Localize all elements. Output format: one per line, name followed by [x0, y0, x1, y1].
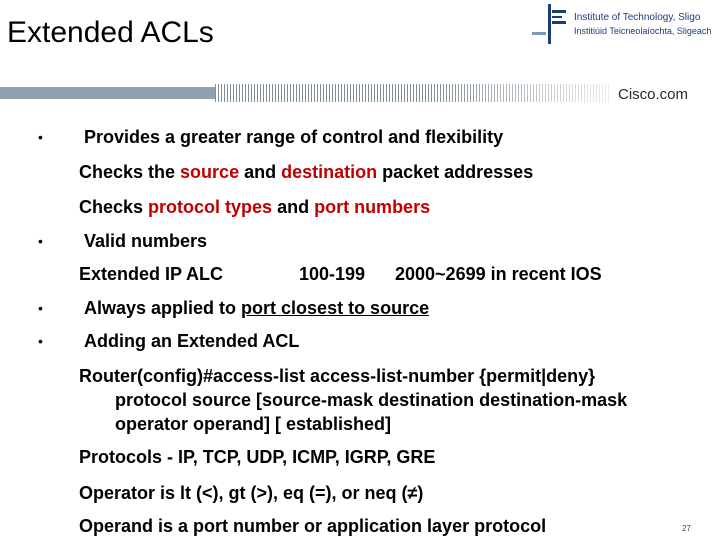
highlight-destination: destination — [281, 162, 378, 182]
text-segment: Checks — [79, 197, 149, 217]
sub-line-protocols — [79, 197, 430, 218]
bullet-dot: • — [38, 300, 43, 316]
sub-line-addresses — [79, 162, 533, 183]
highlight-port-numbers: port numbers — [314, 197, 431, 217]
highlight-source: source — [180, 162, 240, 182]
command-line-3: operator operand] [ established] — [115, 414, 392, 434]
bullet-dot: • — [38, 129, 43, 145]
bullet-dot: • — [38, 233, 43, 249]
bullet-dot: • — [38, 333, 43, 349]
logo-text-english: Institute of Technology, Sligo — [574, 12, 701, 23]
command-line-1: Router(config)#access-list access-list-number {permit|deny} — [79, 366, 596, 386]
range-expanded: 2000~2699 in recent IOS — [395, 264, 602, 284]
range-label: Extended IP ALC — [79, 264, 224, 284]
text-segment: Checks the — [79, 162, 181, 182]
bullet-text: Valid numbers — [84, 231, 208, 251]
slide-title: Extended ACLs — [7, 16, 214, 49]
operand-line: Operand is a port number or application layer protocol — [79, 516, 547, 536]
brand-text: Cisco.com — [618, 86, 689, 103]
highlight-protocol-types: protocol types — [148, 197, 273, 217]
text-segment: and — [239, 162, 282, 182]
text-segment: packet addresses — [377, 162, 534, 182]
operator-line: Operator is lt (<), gt (>), eq (=), or neq (≠) — [79, 483, 424, 503]
bullet-text: Provides a greater range of control and flexibility — [84, 127, 504, 147]
logo-text-irish: Institiúid Teicneolaíochta, Sligeach — [574, 26, 712, 36]
range-value: 100-199 — [299, 264, 366, 284]
bullet-text — [84, 298, 429, 319]
underlined-text: port closest to source — [241, 298, 430, 318]
command-line-2: protocol source [source-mask destination destination-mask — [115, 390, 628, 410]
bullet-text: Adding an Extended ACL — [84, 331, 300, 351]
text-segment: Always applied to — [84, 298, 242, 318]
protocols-line: Protocols - IP, TCP, UDP, ICMP, IGRP, GRE — [79, 447, 436, 467]
page-number: 27 — [682, 524, 691, 533]
text-segment: and — [272, 197, 315, 217]
